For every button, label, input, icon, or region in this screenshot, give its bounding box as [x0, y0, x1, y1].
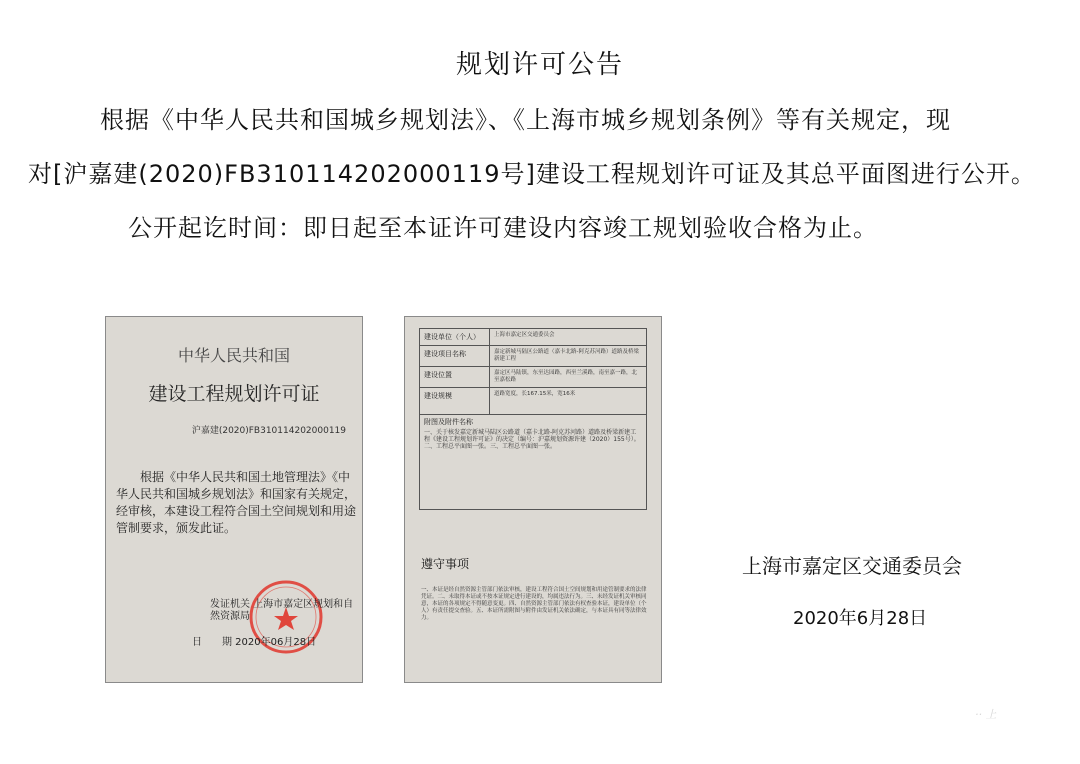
- row-label: 建设规模: [420, 388, 490, 414]
- table-row: [420, 367, 646, 388]
- row-value: 嘉定区马陆镇，东至达园路，西至兰溪路，南至嘉一路，北至嘉松路: [494, 370, 638, 383]
- row-label: 建设位置: [420, 367, 490, 387]
- notice-title: 规划许可公告: [455, 50, 624, 80]
- watermark: ·· 上: [975, 708, 997, 721]
- certificate-front-image: [105, 316, 363, 683]
- obey-title: 遵守事项: [421, 557, 470, 571]
- row-label: 建设项目名称: [420, 346, 490, 366]
- certificate-back-image: [404, 316, 662, 683]
- table-row: [420, 329, 646, 346]
- attachments-text: 一、关于核发嘉定新城马陆区公路道（嘉卡北路-阿克苏河路）道路及桥梁新建工程《建设工程规划许可证》的决定（编号：沪嘉规划资源许建（2020）155号）。二、工程总平面图一张。三、工程总平面图一张。: [424, 429, 640, 450]
- certificate-date: 日 期 2020年06月28日: [192, 637, 317, 648]
- row-value: 道路宽度，长167.15米，宽16米: [494, 391, 576, 397]
- certificate-title: 建设工程规划许可证: [148, 383, 320, 405]
- notice-paragraph-1: 根据《中华人民共和国城乡规划法》、《上海市城乡规划条例》等有关规定，现: [100, 106, 951, 134]
- notice-paragraph-3: 公开起讫时间：即日起至本证许可建设内容竣工规划验收合格为止。: [128, 214, 878, 242]
- row-label: 建设单位（个人）: [420, 329, 490, 345]
- issue-date: 2020年6月28日: [793, 608, 928, 629]
- table-row: [420, 346, 646, 367]
- row-value: 嘉定新城马陆区公路道（嘉卡北路-阿克苏河路）道路及桥梁新建工程: [494, 349, 639, 362]
- attachments-cell: [420, 415, 646, 509]
- row-value: 上海市嘉定区交通委员会: [494, 332, 555, 338]
- obey-text: 一、本证是经自然资源主管部门依法审核，建设工程符合国土空间规划和用途管制要求的法律凭证。二、未取得本证或不按本证规定进行建设的，均属违法行为。三、未经发证机关审核同意，本证的各项规定不得随意变更。四、自然资源主管部门依法有权查验本证，建设单位（个人）有责任提交查验。五、本证所需附图与附件由发证机关依法确定，与本证具有同等法律效力。: [421, 587, 647, 621]
- certificate-number: 沪嘉建(2020)FB310114202000119: [191, 426, 346, 436]
- table-row: [420, 415, 646, 509]
- notice-paragraph-2: 对[沪嘉建(2020)FB310114202000119号]建设工程规划许可证及其总平面图进行公开。: [28, 160, 1036, 188]
- certificate-issuer: 发证机关 上海市嘉定区规划和自然资源局: [210, 599, 354, 622]
- certificate-body: 根据《中华人民共和国土地管理法》《中华人民共和国城乡规划法》和国家有关规定，经审核，本建设工程符合国土空间规划和用途管制要求，颁发此证。: [116, 470, 357, 535]
- certificate-country: 中华人民共和国: [177, 346, 290, 365]
- certificate-info-table: [419, 328, 647, 510]
- issuer-committee: 上海市嘉定区交通委员会: [742, 554, 962, 578]
- attachments-title: 附图及附件名称: [424, 418, 473, 426]
- table-row: [420, 388, 646, 415]
